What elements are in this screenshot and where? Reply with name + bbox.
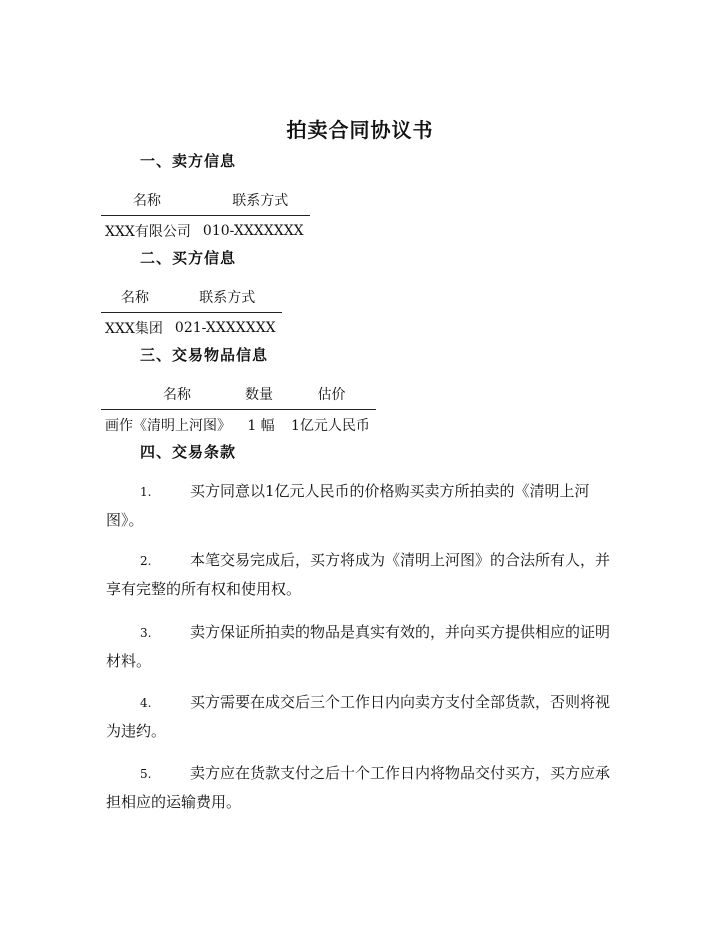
- buyer-row: [101, 313, 282, 341]
- seller-contact: 010-XXXXXXX: [202, 223, 304, 239]
- term-item-4: [106, 688, 616, 745]
- seller-row: [101, 216, 310, 244]
- term-number: 2.: [140, 554, 152, 568]
- item-name-header: 名称: [101, 382, 237, 410]
- term-number: 1.: [140, 485, 152, 499]
- term-text: 买方需要在成交后三个工作日内向卖方支付全部货款，否则将视为违约。: [106, 693, 611, 740]
- buyer-contact: 021-XXXXXXX: [174, 320, 276, 336]
- buyer-contact-header: 联系方式: [169, 285, 282, 313]
- item-row: [101, 410, 376, 438]
- term-text: 买方同意以1亿元人民币的价格购买卖方所拍卖的《清明上河图》。: [106, 482, 590, 529]
- buyer-name: XXX集团: [105, 321, 163, 337]
- item-quantity: 1 幅: [247, 418, 275, 434]
- terms-heading: 四、交易条款: [140, 443, 237, 461]
- seller-name-header: 名称: [101, 188, 197, 216]
- term-number: 3.: [140, 626, 152, 640]
- item-estimate-header: 估价: [285, 382, 376, 410]
- term-number: 5.: [140, 767, 152, 781]
- term-text: 卖方保证所拍卖的物品是真实有效的，并向买方提供相应的证明材料。: [106, 623, 611, 670]
- term-item-1: [106, 477, 616, 534]
- buyer-heading: 二、买方信息: [140, 249, 237, 267]
- buyer-table: [101, 285, 282, 340]
- term-text: 卖方应在货款支付之后十个工作日内将物品交付买方，买方应承担相应的运输费用。: [106, 764, 611, 811]
- term-number: 4.: [140, 696, 152, 710]
- buyer-name-header: 名称: [101, 285, 169, 313]
- term-item-2: [106, 546, 616, 603]
- term-text: 本笔交易完成后，买方将成为《清明上河图》的合法所有人，并享有完整的所有权和使用权。: [106, 551, 611, 598]
- seller-name: XXX有限公司: [105, 224, 191, 240]
- seller-table: [101, 188, 310, 243]
- item-heading: 三、交易物品信息: [140, 346, 269, 364]
- seller-heading: 一、卖方信息: [140, 152, 237, 170]
- document-title: 拍卖合同协议书: [286, 118, 434, 142]
- item-estimate: 1亿元人民币: [291, 418, 370, 434]
- term-item-3: [106, 618, 616, 675]
- item-quantity-header: 数量: [237, 382, 285, 410]
- item-name: 画作《清明上河图》: [105, 418, 231, 434]
- term-item-5: [106, 759, 616, 816]
- seller-contact-header: 联系方式: [197, 188, 310, 216]
- item-table: [101, 382, 376, 437]
